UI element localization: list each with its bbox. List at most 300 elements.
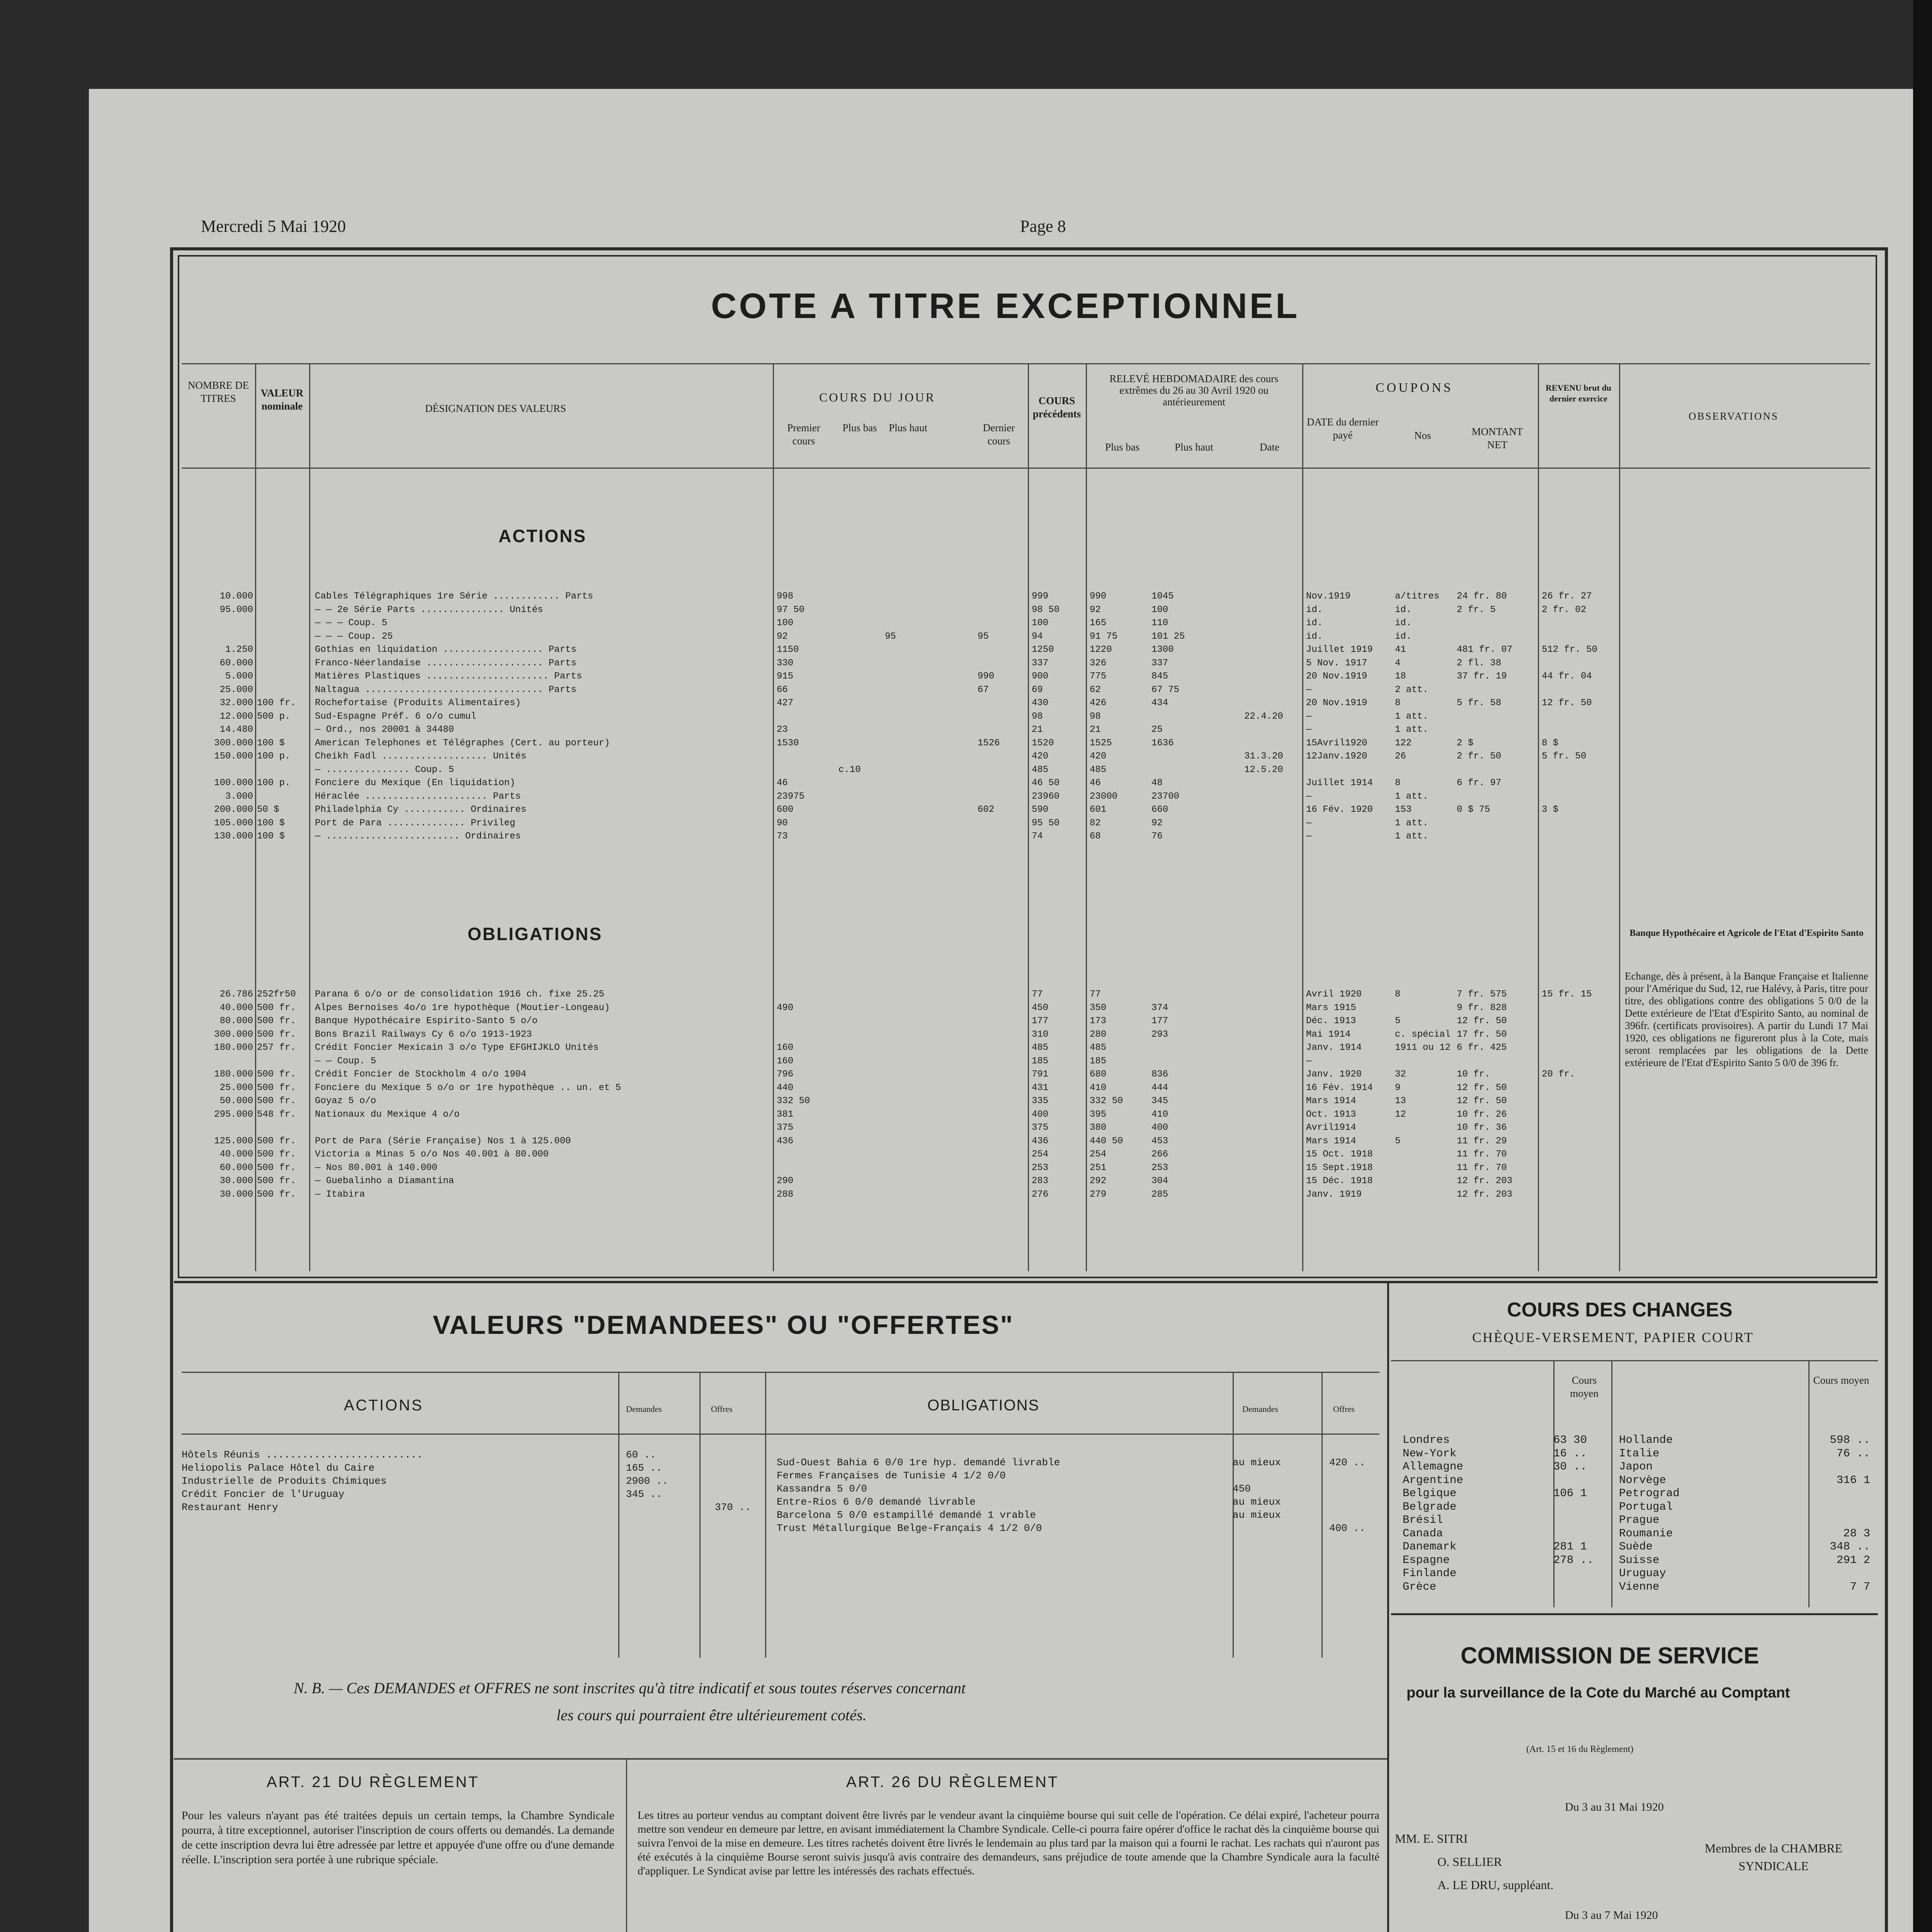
actions-precedent: 900: [1032, 671, 1049, 682]
actions-revenu: 26 fr. 27: [1542, 591, 1592, 602]
obligations-designation: Port de Para (Série Française) Nos 1 à 125.000: [315, 1136, 571, 1146]
obligations-row: [182, 1016, 1615, 1029]
obligations-releve-haut: 453: [1151, 1136, 1168, 1146]
obligations-montant: 11 fr. 29: [1457, 1136, 1507, 1146]
obligations-row: [182, 1149, 1615, 1163]
change-left-city: Canada: [1403, 1527, 1443, 1540]
obligations-row: [182, 1109, 1615, 1123]
actions-nominal: 100 $: [257, 738, 285, 748]
obligations-row: [182, 1122, 1615, 1136]
dem-nb-2: les cours qui pourraient être ultérieurement cotés.: [556, 1706, 867, 1724]
actions-precedent: 1520: [1032, 738, 1054, 748]
dem-action-name: Crédit Foncier de l'Uruguay: [182, 1488, 345, 1500]
obligations-premier: 160: [777, 1056, 794, 1066]
actions-precedent: 23960: [1032, 791, 1060, 802]
commission-article: (Art. 15 et 16 du Règlement): [1526, 1744, 1634, 1754]
actions-premier: 73: [777, 831, 788, 842]
actions-precedent: 95 50: [1032, 818, 1060, 828]
actions-montant: 2 fr. 50: [1457, 751, 1502, 762]
actions-coupon-no: 18: [1395, 671, 1406, 682]
change-right-row: [1619, 1447, 1874, 1461]
actions-releve-bas: 485: [1090, 764, 1107, 775]
actions-date-paye: 5 Nov. 1917: [1306, 658, 1367, 668]
actions-designation: Gothias en liquidation .................. Parts: [315, 645, 577, 655]
actions-releve-bas: 1525: [1090, 738, 1112, 748]
dem-demandes-header-2: Demandes: [1242, 1404, 1278, 1414]
obligations-precedent: 791: [1032, 1069, 1049, 1080]
actions-designation: — — — Coup. 25: [315, 631, 393, 642]
actions-designation: — Ord., nos 20001 à 34480: [315, 724, 454, 735]
actions-nominal: 100 p.: [257, 751, 291, 762]
obligations-count: 30.000: [219, 1176, 253, 1186]
obligations-releve-haut: 836: [1151, 1069, 1168, 1080]
actions-plus-bas: c.10: [838, 764, 861, 775]
actions-releve-haut: 92: [1151, 818, 1163, 828]
obligations-premier: 381: [777, 1109, 794, 1120]
change-right-row: [1619, 1540, 1874, 1554]
obligations-designation: Goyaz 5 o/o: [315, 1096, 376, 1106]
actions-count: 130.000: [214, 831, 253, 842]
obligations-count: 26.786: [219, 989, 253, 1000]
actions-row: [182, 645, 1615, 658]
obligations-designation: Bons Brazil Railways Cy 6 o/o 1913-1923: [315, 1029, 532, 1040]
change-right-row: [1619, 1434, 1874, 1447]
obligations-nominal: 500 fr.: [257, 1136, 296, 1146]
actions-precedent: 21: [1032, 724, 1043, 735]
obligations-revenu: 20 fr.: [1542, 1069, 1575, 1080]
change-right-rate: 28 3: [1843, 1527, 1870, 1540]
actions-premier: 1150: [777, 645, 799, 655]
change-left-row: [1403, 1580, 1611, 1594]
dem-offres-header: Offres: [711, 1404, 733, 1414]
obligations-nominal: 500 fr.: [257, 1096, 296, 1106]
obligations-coupon-no: 32: [1395, 1069, 1406, 1080]
actions-count: 200.000: [214, 804, 253, 815]
actions-dernier: 67: [978, 684, 989, 695]
hdr-cours-du-jour: COURS DU JOUR: [819, 390, 935, 404]
obligations-designation: Banque Hypothécaire Espirito-Santo 5 o/o: [315, 1016, 538, 1026]
obligations-count: 40.000: [219, 1002, 253, 1013]
obligations-date-paye: 15 Sept.1918: [1306, 1162, 1373, 1173]
actions-count: 14.480: [219, 724, 253, 735]
dem-action-row: [182, 1449, 761, 1462]
change-right-city: Suède: [1619, 1540, 1653, 1553]
actions-releve-haut: 100: [1151, 604, 1168, 615]
actions-coupon-no: id.: [1395, 631, 1412, 642]
change-left-city: Belgique: [1403, 1487, 1457, 1500]
actions-coupon-no: 1 att.: [1395, 711, 1429, 722]
obligations-count: 295.000: [214, 1109, 253, 1120]
obligations-releve-bas: 254: [1090, 1149, 1107, 1160]
change-right-city: Petrograd: [1619, 1487, 1680, 1500]
hdr-montant: MONTANT NET: [1471, 426, 1523, 451]
change-left-rate: 281 1: [1553, 1540, 1587, 1553]
actions-premier: 915: [777, 671, 794, 682]
actions-count: 100.000: [214, 778, 253, 788]
page-number: Page 8: [1020, 217, 1066, 236]
change-right-city: Suisse: [1619, 1553, 1660, 1566]
dem-nb-1: N. B. — Ces DEMANDES et OFFRES ne sont inscrites qu'à titre indicatif et sous toutes réserves concernant: [294, 1679, 966, 1697]
actions-precedent: 485: [1032, 764, 1049, 775]
actions-releve-haut: 25: [1151, 724, 1163, 735]
actions-releve-haut: 1636: [1151, 738, 1174, 748]
dem-actions-header: ACTIONS: [344, 1397, 423, 1414]
actions-count: 25.000: [219, 684, 253, 695]
actions-coupon-no: 153: [1395, 804, 1412, 815]
dem-obligation-name: Entre-Rios 6 0/0 demandé livrable: [777, 1496, 976, 1508]
obligations-releve-bas: 680: [1090, 1069, 1107, 1080]
hdr-coupons: COUPONS: [1376, 381, 1453, 395]
dem-obligation-demande: au mieux: [1233, 1509, 1281, 1521]
actions-premier: 427: [777, 698, 794, 708]
actions-row: [182, 791, 1615, 805]
obligations-designation: — Guebalinho a Diamantina: [315, 1176, 454, 1186]
obligations-nominal: 500 fr.: [257, 1189, 296, 1200]
change-left-row: [1403, 1460, 1611, 1474]
dem-obligation-name: Fermes Françaises de Tunisie 4 1/2 0/0: [777, 1470, 1006, 1481]
dem-offres-header-2: Offres: [1333, 1404, 1355, 1414]
dem-obligation-offre: 400 ..: [1329, 1522, 1366, 1534]
actions-releve-bas: 98: [1090, 711, 1101, 722]
obligations-nominal: 252fr50: [257, 989, 296, 1000]
obligations-date-paye: Oct. 1913: [1306, 1109, 1356, 1120]
obligations-row: [182, 1083, 1615, 1096]
obligations-nominal: 500 fr.: [257, 1016, 296, 1026]
actions-montant: 2 fl. 38: [1457, 658, 1502, 668]
dem-obligation-name: Kassandra 5 0/0: [777, 1483, 867, 1495]
actions-row: [182, 818, 1615, 832]
actions-coupon-no: 1 att.: [1395, 791, 1429, 802]
obligations-releve-haut: 177: [1151, 1016, 1168, 1026]
commission-period-2: Du 3 au 7 Mai 1920: [1565, 1909, 1658, 1922]
actions-count: 300.000: [214, 738, 253, 748]
change-left-rate: 63 30: [1553, 1434, 1587, 1446]
actions-date-paye: —: [1306, 818, 1312, 828]
change-left-city: Brésil: [1403, 1514, 1443, 1526]
change-left-row: [1403, 1434, 1611, 1447]
change-left-row: [1403, 1487, 1611, 1500]
actions-montant: 37 fr. 19: [1457, 671, 1507, 682]
obligations-releve-bas: 251: [1090, 1162, 1107, 1173]
commission-members: Membres de la CHAMBRE SYNDICALE: [1704, 1841, 1843, 1873]
obligations-coupon-no: 5: [1395, 1016, 1401, 1026]
change-left-row: [1403, 1447, 1611, 1461]
changes-header-left: Cours moyen: [1570, 1374, 1599, 1399]
commission-name-3: A. LE DRU, suppléant.: [1437, 1878, 1554, 1892]
obligations-nominal: 500 fr.: [257, 1176, 296, 1186]
obligations-designation: Fonciere du Mexique 5 o/o or 1re hypothèque .. un. et 5: [315, 1082, 621, 1093]
actions-releve-haut: 23700: [1151, 791, 1180, 802]
actions-precedent: 999: [1032, 591, 1049, 602]
obligations-montant: 10 fr. 36: [1457, 1122, 1507, 1133]
commission-name-2: O. SELLIER: [1437, 1855, 1502, 1869]
actions-designation: Héraclée ...................... Parts: [315, 791, 521, 802]
hdr-dernier: Dernier cours: [983, 422, 1015, 447]
dem-obligation-name: Sud-Ouest Bahia 6 0/0 1re hyp. demandé livrable: [777, 1457, 1060, 1468]
actions-montant: 0 $ 75: [1457, 804, 1490, 815]
obligations-releve-bas: 395: [1090, 1109, 1107, 1120]
obligations-montant: 17 fr. 50: [1457, 1029, 1507, 1040]
obligations-coupon-no: 5: [1395, 1136, 1401, 1146]
obligations-releve-haut: 253: [1151, 1162, 1168, 1173]
obligations-nominal: 500 fr.: [257, 1029, 296, 1040]
actions-precedent: 100: [1032, 618, 1049, 628]
change-left-rate: 278 ..: [1553, 1553, 1594, 1566]
actions-designation: Port de Para .............. Privileg: [315, 818, 515, 828]
obligations-nominal: 500 fr.: [257, 1162, 296, 1173]
actions-releve-bas: 326: [1090, 658, 1107, 668]
actions-precedent: 46 50: [1032, 778, 1060, 788]
change-right-row: [1619, 1514, 1874, 1527]
actions-coupon-no: 1 att.: [1395, 831, 1429, 842]
actions-row: [182, 671, 1615, 685]
actions-coupon-no: id.: [1395, 604, 1412, 615]
obligations-coupon-no: 12: [1395, 1109, 1406, 1120]
actions-date-paye: id.: [1306, 618, 1323, 628]
obligations-premier: 490: [777, 1002, 794, 1013]
obligations-precedent: 276: [1032, 1189, 1049, 1200]
obligations-montant: 6 fr. 425: [1457, 1043, 1507, 1053]
actions-nominal: 100 $: [257, 818, 285, 828]
actions-row: [182, 618, 1615, 631]
obligations-releve-haut: 285: [1151, 1189, 1168, 1200]
obligations-premier: 160: [777, 1043, 794, 1053]
actions-row: [182, 685, 1615, 698]
obligations-releve-bas: 485: [1090, 1043, 1107, 1053]
actions-precedent: 430: [1032, 698, 1049, 708]
change-left-city: Grèce: [1403, 1580, 1437, 1593]
actions-releve-bas: 426: [1090, 698, 1107, 708]
change-right-city: Vienne: [1619, 1580, 1660, 1593]
actions-designation: Cables Télégraphiques 1re Série ............ Parts: [315, 591, 594, 602]
obligations-precedent: 485: [1032, 1043, 1049, 1053]
changes-header-right: Cours moyen: [1813, 1374, 1869, 1386]
obligations-premier: 375: [777, 1122, 794, 1133]
actions-coupon-no: 1 att.: [1395, 818, 1429, 828]
obligations-premier: 796: [777, 1069, 794, 1080]
obligations-count: 30.000: [219, 1189, 253, 1200]
obligations-premier: 332 50: [777, 1096, 810, 1106]
dem-action-name: Restaurant Henry: [182, 1502, 278, 1513]
obligations-date-paye: 16 Fév. 1914: [1306, 1082, 1373, 1093]
actions-revenu: 3 $: [1542, 804, 1559, 815]
change-right-rate: 348 ..: [1830, 1540, 1870, 1553]
obligations-premier: 290: [777, 1176, 794, 1186]
actions-count: 3.000: [225, 791, 253, 802]
actions-releve-bas: 775: [1090, 671, 1107, 682]
actions-row: [182, 804, 1615, 818]
actions-row: [182, 698, 1615, 711]
obligations-row: [182, 1096, 1615, 1109]
obligations-count: 25.000: [219, 1082, 253, 1093]
obligations-montant: 12 fr. 50: [1457, 1016, 1507, 1026]
dem-action-name: Industrielle de Produits Chimiques: [182, 1475, 387, 1487]
actions-date-paye: Juillet 1919: [1306, 645, 1373, 655]
obligations-nominal: 548 fr.: [257, 1109, 296, 1120]
change-right-city: Hollande: [1619, 1434, 1673, 1446]
actions-coupon-no: 4: [1395, 658, 1401, 668]
dem-obligations-header: OBLIGATIONS: [927, 1397, 1040, 1414]
obligations-designation: — — Coup. 5: [315, 1056, 376, 1066]
obligations-date-paye: Avril 1920: [1306, 989, 1362, 1000]
change-right-rate: 7 7: [1850, 1580, 1870, 1593]
actions-precedent: 590: [1032, 804, 1049, 815]
obligations-releve-haut: 304: [1151, 1176, 1168, 1186]
obligations-date-paye: Mai 1914: [1306, 1029, 1351, 1040]
obligations-premier: 440: [777, 1082, 794, 1093]
obligations-label: OBLIGATIONS: [468, 924, 603, 944]
hdr-date-dernier: DATE du dernier payé: [1307, 416, 1379, 441]
obligations-precedent: 254: [1032, 1149, 1049, 1160]
actions-count: 10.000: [219, 591, 253, 602]
actions-releve-bas: 601: [1090, 804, 1107, 815]
actions-releve-haut: 1045: [1151, 591, 1174, 602]
dem-obligation-row: [777, 1496, 1379, 1509]
actions-coupon-no: 8: [1395, 778, 1401, 788]
actions-precedent: 69: [1032, 684, 1043, 695]
actions-releve-bas: 165: [1090, 618, 1107, 628]
page-date: Mercredi 5 Mai 1920: [201, 217, 346, 236]
obligations-releve-bas: 292: [1090, 1176, 1107, 1186]
actions-count: 105.000: [214, 818, 253, 828]
obligations-count: 300.000: [214, 1029, 253, 1040]
actions-precedent: 337: [1032, 658, 1049, 668]
obligations-designation: Victoria a Minas 5 o/o Nos 40.001 à 80.000: [315, 1149, 549, 1160]
actions-coupon-no: 1 att.: [1395, 724, 1429, 735]
change-right-city: Portugal: [1619, 1500, 1673, 1513]
actions-date-paye: 20 Nov.1919: [1306, 671, 1367, 682]
hdr-r-date: Date: [1260, 441, 1279, 453]
actions-premier: 330: [777, 658, 794, 668]
actions-precedent: 98 50: [1032, 604, 1060, 615]
obligations-montant: 7 fr. 575: [1457, 989, 1507, 1000]
scan-border: [1913, 0, 1932, 1932]
obligations-date-paye: Janv. 1919: [1306, 1189, 1362, 1200]
obligations-precedent: 310: [1032, 1029, 1049, 1040]
actions-date-paye: 12Janv.1920: [1306, 751, 1367, 762]
obligations-count: 50.000: [219, 1096, 253, 1106]
dem-obligation-demande: 450: [1233, 1483, 1251, 1495]
actions-premier: 100: [777, 618, 794, 628]
hdr-nos: Nos: [1414, 430, 1431, 441]
obligations-precedent: 431: [1032, 1082, 1049, 1093]
change-left-row: [1403, 1567, 1611, 1580]
commission-title: COMMISSION DE SERVICE: [1461, 1643, 1759, 1668]
actions-date-paye: —: [1306, 791, 1312, 802]
change-left-city: Argentine: [1403, 1473, 1463, 1486]
actions-releve-bas: 62: [1090, 684, 1101, 695]
obligations-precedent: 177: [1032, 1016, 1049, 1026]
change-right-row: [1619, 1580, 1874, 1594]
actions-montant: 481 fr. 07: [1457, 645, 1513, 655]
actions-row: [182, 631, 1615, 645]
obligations-count: 60.000: [219, 1162, 253, 1173]
obligations-precedent: 335: [1032, 1096, 1049, 1106]
actions-montant: 5 fr. 58: [1457, 698, 1502, 708]
obligations-revenu: 15 fr. 15: [1542, 989, 1592, 1000]
actions-revenu: 2 fr. 02: [1542, 604, 1587, 615]
obligations-nominal: 500 fr.: [257, 1082, 296, 1093]
actions-precedent: 94: [1032, 631, 1043, 642]
actions-premier: 92: [777, 631, 788, 642]
actions-plus-haut: 95: [885, 631, 896, 642]
obligations-row: [182, 1043, 1615, 1056]
actions-count: 5.000: [225, 671, 253, 682]
obligations-precedent: 77: [1032, 989, 1043, 1000]
actions-nominal: 100 fr.: [257, 698, 296, 708]
actions-nominal: 500 p.: [257, 711, 291, 722]
actions-precedent: 420: [1032, 751, 1049, 762]
change-right-rate: 316 1: [1836, 1473, 1870, 1486]
obligations-releve-bas: 279: [1090, 1189, 1107, 1200]
actions-date-paye: id.: [1306, 604, 1323, 615]
actions-premier: 1530: [777, 738, 799, 748]
hdr-plus-haut: Plus haut: [889, 422, 927, 434]
change-left-rate: 106 1: [1553, 1487, 1587, 1500]
actions-row: [182, 765, 1615, 778]
obligations-montant: 10 fr.: [1457, 1069, 1490, 1080]
obligations-nominal: 257 fr.: [257, 1043, 296, 1053]
dem-obligation-offre: 420 ..: [1329, 1457, 1366, 1468]
obligations-row: [182, 1189, 1615, 1203]
dem-action-row: [182, 1502, 761, 1515]
change-right-row: [1619, 1474, 1874, 1487]
actions-date-paye: id.: [1306, 631, 1323, 642]
dem-action-row: [182, 1488, 761, 1502]
change-right-city: Uruguay: [1619, 1567, 1666, 1580]
actions-precedent: 74: [1032, 831, 1043, 842]
actions-releve-bas: 23000: [1090, 791, 1118, 802]
hdr-revenu: REVENU brut du dernier exercice: [1546, 383, 1611, 403]
change-left-city: New-York: [1403, 1447, 1457, 1460]
obligations-count: 180.000: [214, 1069, 253, 1080]
obligations-row: [182, 1069, 1615, 1083]
actions-releve-bas: 68: [1090, 831, 1101, 842]
obligations-coupon-no: c. spécial: [1395, 1029, 1451, 1040]
hdr-releve: RELEVÉ HEBDOMADAIRE des cours extrêmes du 26 au 30 Avril 1920 ou antérieurement: [1109, 373, 1279, 408]
actions-count: 60.000: [219, 658, 253, 668]
obligations-releve-bas: 173: [1090, 1016, 1107, 1026]
obligations-precedent: 450: [1032, 1002, 1049, 1013]
obligations-montant: 10 fr. 26: [1457, 1109, 1507, 1120]
change-right-row: [1619, 1460, 1874, 1474]
actions-releve-haut: 101 25: [1151, 631, 1185, 642]
actions-date-paye: —: [1306, 724, 1312, 735]
change-left-rate: 30 ..: [1553, 1460, 1587, 1473]
actions-nominal: 50 $: [257, 804, 279, 815]
obligations-designation: Nationaux du Mexique 4 o/o: [315, 1109, 460, 1120]
obligations-count: 125.000: [214, 1136, 253, 1146]
actions-precedent: 98: [1032, 711, 1043, 722]
dem-action-demande: 2900 ..: [626, 1475, 668, 1487]
dem-obligation-row: [777, 1509, 1379, 1522]
obligations-date-paye: 15 Déc. 1918: [1306, 1176, 1373, 1186]
dem-action-name: Hôtels Réunis ..........................: [182, 1449, 423, 1461]
commission-period-1: Du 3 au 31 Mai 1920: [1565, 1801, 1664, 1813]
obligations-count: 40.000: [219, 1149, 253, 1160]
actions-dernier: 1526: [978, 738, 1000, 748]
actions-dernier: 95: [978, 631, 989, 642]
hdr-r-plus-haut: Plus haut: [1175, 441, 1213, 453]
dem-obligation-row: [777, 1457, 1379, 1470]
actions-premier: 23: [777, 724, 788, 735]
actions-designation: American Telephones et Télégraphes (Cert. au porteur): [315, 738, 610, 748]
obligations-designation: Parana 6 o/o or de consolidation 1916 ch. fixe 25.25: [315, 989, 604, 1000]
actions-label: ACTIONS: [498, 526, 587, 546]
hdr-valeur: VALEUR nominale: [260, 387, 304, 412]
change-left-city: Belgrade: [1403, 1500, 1457, 1513]
change-left-rate: 16 ..: [1553, 1447, 1587, 1460]
